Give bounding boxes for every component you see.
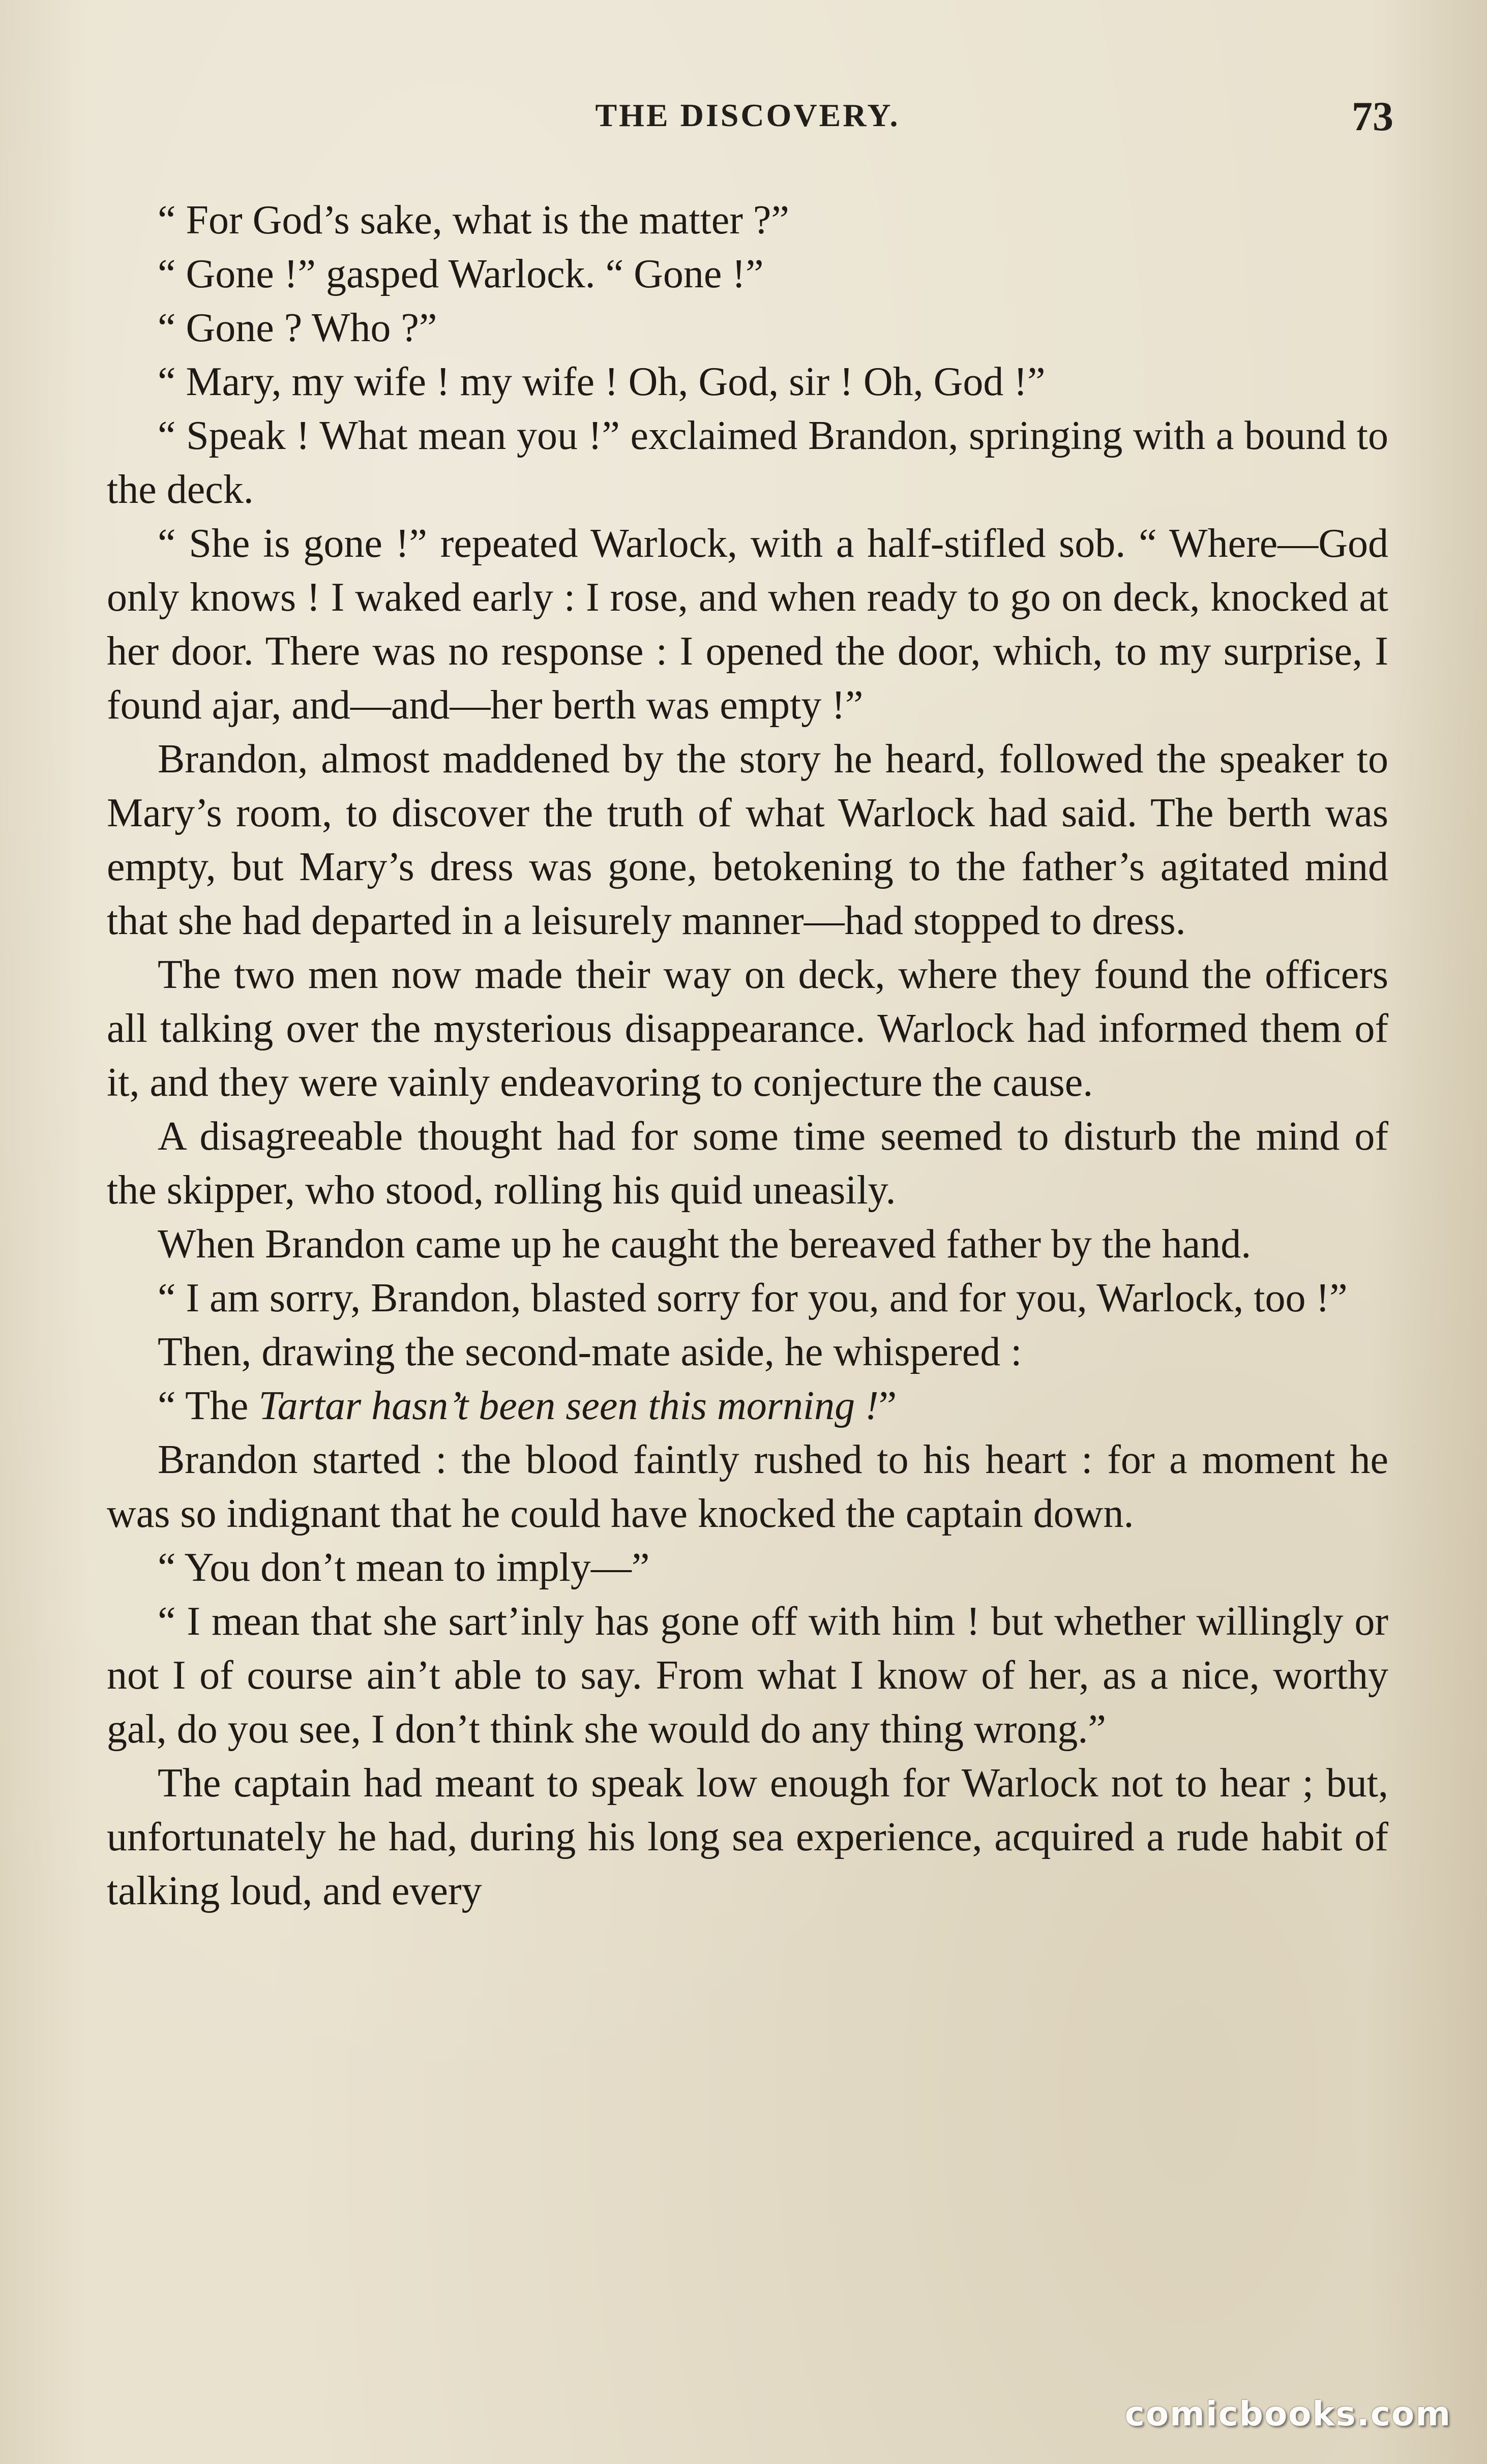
- italic-quote: Tartar hasn’t been seen this morning !: [258, 1384, 879, 1428]
- paragraph: A disagreeable thought had for some time seemed to disturb the mind of the skipper, who stood, rolling his quid uneasily.: [107, 1114, 1388, 1213]
- paragraph: “ Speak ! What mean you !” exclaimed Brandon, springing with a bound to the deck.: [107, 413, 1388, 512]
- body-text: [107, 193, 1388, 1918]
- paragraph: “ For God’s sake, what is the matter ?”: [158, 198, 789, 243]
- paragraph: “ I am sorry, Brandon, blasted sorry for you, and for you, Warlock, too !”: [158, 1276, 1348, 1320]
- paragraph: “ Gone ? Who ?”: [158, 306, 437, 350]
- quote-close: ”: [878, 1384, 897, 1428]
- paragraph: Brandon, almost maddened by the story he heard, followed the speaker to Mary’s room, to discover the truth of what Warlock had said. The berth was empty, but Mary’s dress was gone, betokening to the father’s agitated mind that she had departed in a leisurely manner—had stopped to dress.: [107, 737, 1388, 943]
- paragraph: Then, drawing the second-mate aside, he whispered :: [158, 1330, 1022, 1374]
- running-title: THE DISCOVERY.: [595, 97, 900, 133]
- page-number: 73: [1352, 93, 1393, 139]
- paragraph: The captain had meant to speak low enough for Warlock not to hear ; but, unfortunately he had, during his long sea experience, acquired a rude habit of talking loud, and every: [107, 1761, 1388, 1913]
- paragraph: “ Mary, my wife ! my wife ! Oh, God, sir ! Oh, God !”: [158, 359, 1046, 404]
- quote-open: “ The: [158, 1384, 259, 1428]
- paragraph: Brandon started : the blood faintly rushed to his heart : for a moment he was so indignant that he could have knocked the captain down.: [107, 1437, 1388, 1536]
- paragraph: [107, 1379, 1388, 1433]
- paragraph: “ I mean that she sart’inly has gone off with him ! but whether willingly or not I of course ain’t able to say. From what I know of her, as a nice, worthy gal, do you see, I don’t think she would do any thing wrong.”: [107, 1599, 1388, 1752]
- paragraph: When Brandon came up he caught the bereaved father by the hand.: [158, 1222, 1252, 1267]
- paragraph: The two men now made their way on deck, where they found the officers all talking over the mysterious disappearance. Warlock had informed them of it, and they were vainly endeavoring to conjecture the cause.: [107, 952, 1388, 1105]
- paragraph: “ You don’t mean to imply—”: [158, 1545, 650, 1590]
- running-head: [102, 93, 1393, 153]
- paragraph: “ She is gone !” repeated Warlock, with a half-stifled sob. “ Where—God only knows ! I waked early : I rose, and when ready to go on deck, knocked at her door. There was no response : I opened the door, which, to my surprise, I found ajar, and—and—her berth was empty !”: [107, 521, 1388, 728]
- paragraph: “ Gone !” gasped Warlock. “ Gone !”: [158, 252, 764, 296]
- watermark-logo: comicbooks.com: [1124, 2394, 1451, 2433]
